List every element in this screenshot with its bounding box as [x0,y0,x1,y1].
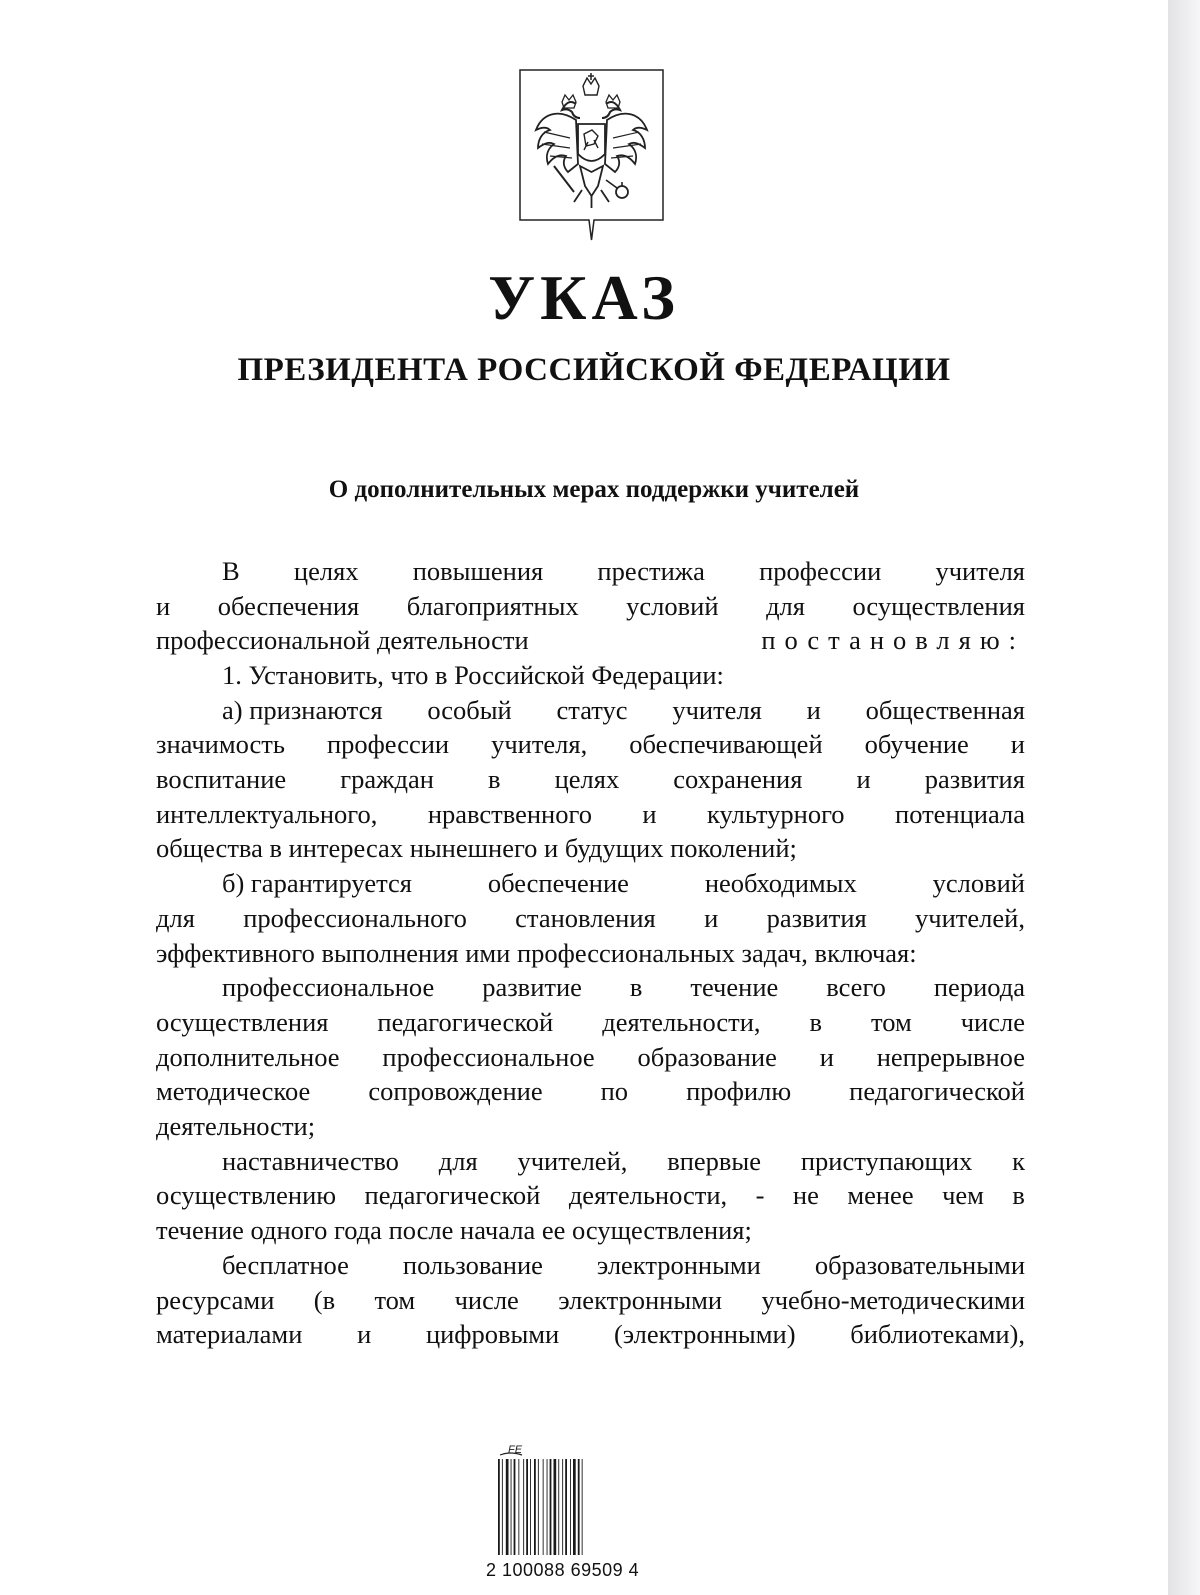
body-word: образовательными [814,1249,1025,1280]
barcode-bar [562,1459,563,1555]
body-line [222,658,724,693]
barcode-bar [511,1459,512,1555]
body-word: педагогической [364,1180,541,1211]
body-word: обеспечения [217,590,360,621]
document-subtitle: ПРЕЗИДЕНТА РОССИЙСКОЙ ФЕДЕРАЦИИ [237,352,951,388]
body-word: для [156,902,195,933]
body-word: профессиональное [222,972,435,1003]
barcode-number: 2 100088 69509 4 [486,1560,640,1580]
body-word: престижа [597,555,705,586]
body-word: профессии [326,729,450,760]
body-line [222,1144,1025,1179]
body-word: пользование [402,1249,543,1280]
body-word: в [1012,1180,1025,1211]
body-line [156,1213,752,1248]
barcode-bar [534,1459,536,1555]
body-word: бесплатное [222,1249,349,1280]
body-line [222,1248,1025,1283]
body-line [156,1005,1025,1040]
body-word: необходимых [704,868,857,899]
body-line [222,693,1025,728]
coat-of-arms-russia-icon [518,68,665,243]
body-word: целях [554,764,620,794]
barcode-bar [514,1459,516,1555]
body-word: сохранения [673,764,803,794]
body-word: педагогической [849,1076,1025,1107]
body-word: учителя [935,555,1025,586]
body-word: и [856,764,871,794]
body-word: течение одного года после начала ее осуществления; [156,1215,752,1246]
body-word: педагогической [377,1006,554,1037]
body-word: значимость [156,729,285,760]
body-word: а) признаются [222,694,383,725]
body-word: осуществлению [156,1180,337,1211]
body-word: и [819,1041,834,1072]
body-word: периода [933,972,1025,1003]
body-word: благоприятных [406,590,579,621]
body-word: 1. Установить, что в Российской Федерации: [222,659,724,690]
body-word: (в [313,1284,336,1315]
body-word: том [374,1284,416,1315]
barcode-bar [573,1459,576,1555]
body-word: и [357,1319,372,1350]
body-word: ресурсами [156,1284,275,1315]
body-word: дополнительное [156,1041,340,1072]
body-word: условий [626,590,719,621]
body-line [156,1317,1025,1352]
body-line [156,762,1025,797]
body-line [156,797,1025,832]
document-title: УКАЗ [488,262,680,333]
body-word: течение [690,972,779,1003]
body-word: деятельности; [156,1111,316,1141]
body-word: методическое [156,1076,311,1107]
body-word: осуществления [156,1006,329,1037]
barcode-bar [582,1459,583,1555]
body-word: обеспечение [487,868,629,899]
body-word: эффективного выполнения ими профессиональных задач, включая: [156,937,917,968]
body-word: (электронными) [613,1319,796,1350]
body-word: профессии [759,555,882,586]
body-word: сопровождение [368,1076,543,1107]
body-word: учебно-методическими [761,1284,1025,1315]
body-word: обеспечивающей [629,729,823,760]
body-line [222,970,1025,1005]
barcode-bar [530,1459,531,1555]
body-word: повышения [412,555,544,586]
body-word: по [600,1076,629,1107]
body-word: общества в интересах нынешнего и будущих поколений; [156,833,797,864]
barcode-bar [547,1459,548,1555]
body-word: учителей, [915,902,1025,933]
barcode-bar [578,1459,580,1555]
body-word: материалами [156,1319,303,1350]
body-word: и [806,694,821,725]
body-word: и [704,902,719,933]
body-word: библиотеками), [850,1319,1025,1350]
body-word: деятельности, [602,1006,761,1037]
barcode-bar [506,1459,509,1555]
body-line [156,1283,1025,1318]
body-word: цифровыми [425,1319,560,1350]
body-word: интеллектуального, [156,798,378,829]
body-word: числе [960,1006,1025,1037]
body-line [156,1040,1025,1075]
barcode-mark: FE [508,1444,523,1456]
barcode-bar [558,1459,559,1555]
body-word: впервые [667,1145,762,1176]
barcode-bar [538,1459,539,1555]
body-word: профилю [686,1076,792,1107]
body-word: развития [766,902,867,933]
body-word: в [487,764,501,794]
body-word: том [871,1006,912,1037]
body-word: становления [515,902,656,933]
body-word: для [766,590,805,621]
body-word: учителей, [517,1145,628,1176]
body-word: нравственного [427,798,592,829]
body-word: для [438,1145,478,1176]
body-line [222,866,1025,901]
body-word: в [629,972,643,1003]
body-word: наставничество [222,1145,399,1176]
body-word: целях [293,555,359,586]
body-word: обучение [864,729,969,760]
document-heading: О дополнительных мерах поддержки учителей [328,476,860,503]
body-word: в [809,1006,823,1037]
body-line [156,1178,1025,1213]
body-word: постановляю: [761,625,1025,656]
body-word: деятельности, [568,1180,728,1211]
barcode-bar [550,1459,552,1555]
body-word: профессиональное [382,1041,595,1072]
body-word: к [1012,1145,1025,1176]
body-word: учителя, [491,729,588,760]
body-word: непрерывное [876,1041,1025,1072]
body-word: культурного [707,798,845,829]
body-word: потенциала [895,798,1025,829]
body-word: б) гарантируется [222,868,412,899]
body-word: образование [637,1041,777,1072]
page-edge [1168,0,1200,1595]
body-word: и [1010,729,1025,760]
body-word: граждан [340,764,434,794]
barcode-bar [570,1459,571,1555]
body-word: развития [924,764,1025,794]
barcode-bar [526,1459,528,1555]
body-word: осуществления [852,590,1025,621]
barcode-bar [518,1459,519,1555]
barcode-bar [543,1459,544,1555]
body-word: и [156,590,171,621]
body-word: чем [942,1180,984,1211]
body-word: статус [556,694,628,725]
body-word: условий [932,868,1025,899]
barcode-bar [502,1459,503,1555]
body-word: и [642,798,657,829]
barcode [484,1443,644,1563]
body-word: всего [826,972,886,1003]
body-word: развитие [482,972,582,1003]
body-word: электронными [558,1284,723,1315]
barcode-bar [565,1459,567,1555]
body-word: В [222,555,240,586]
body-line [156,901,1025,936]
barcode-bar [523,1459,524,1555]
body-line [156,1109,315,1144]
body-line [222,554,1025,589]
body-line [156,589,1025,624]
body-word: особый [427,694,512,725]
body-line [156,936,917,971]
body-word: учителя [672,694,762,725]
body-word: электронными [596,1249,761,1280]
body-word: менее [847,1180,914,1211]
body-word: - [755,1180,765,1211]
body-line [156,727,1025,762]
barcode-bar [498,1459,500,1555]
body-word: воспитание [156,764,287,794]
body-word: общественная [865,694,1025,725]
body-word: не [792,1180,819,1211]
body-line [156,1074,1025,1109]
body-word: приступающих [800,1145,973,1176]
barcode-bar [554,1459,557,1555]
body-word: профессионального [243,902,467,933]
body-line [156,831,797,866]
body-word: числе [454,1284,519,1315]
body-word: профессиональной деятельности [156,625,529,656]
body-line [156,623,1025,658]
